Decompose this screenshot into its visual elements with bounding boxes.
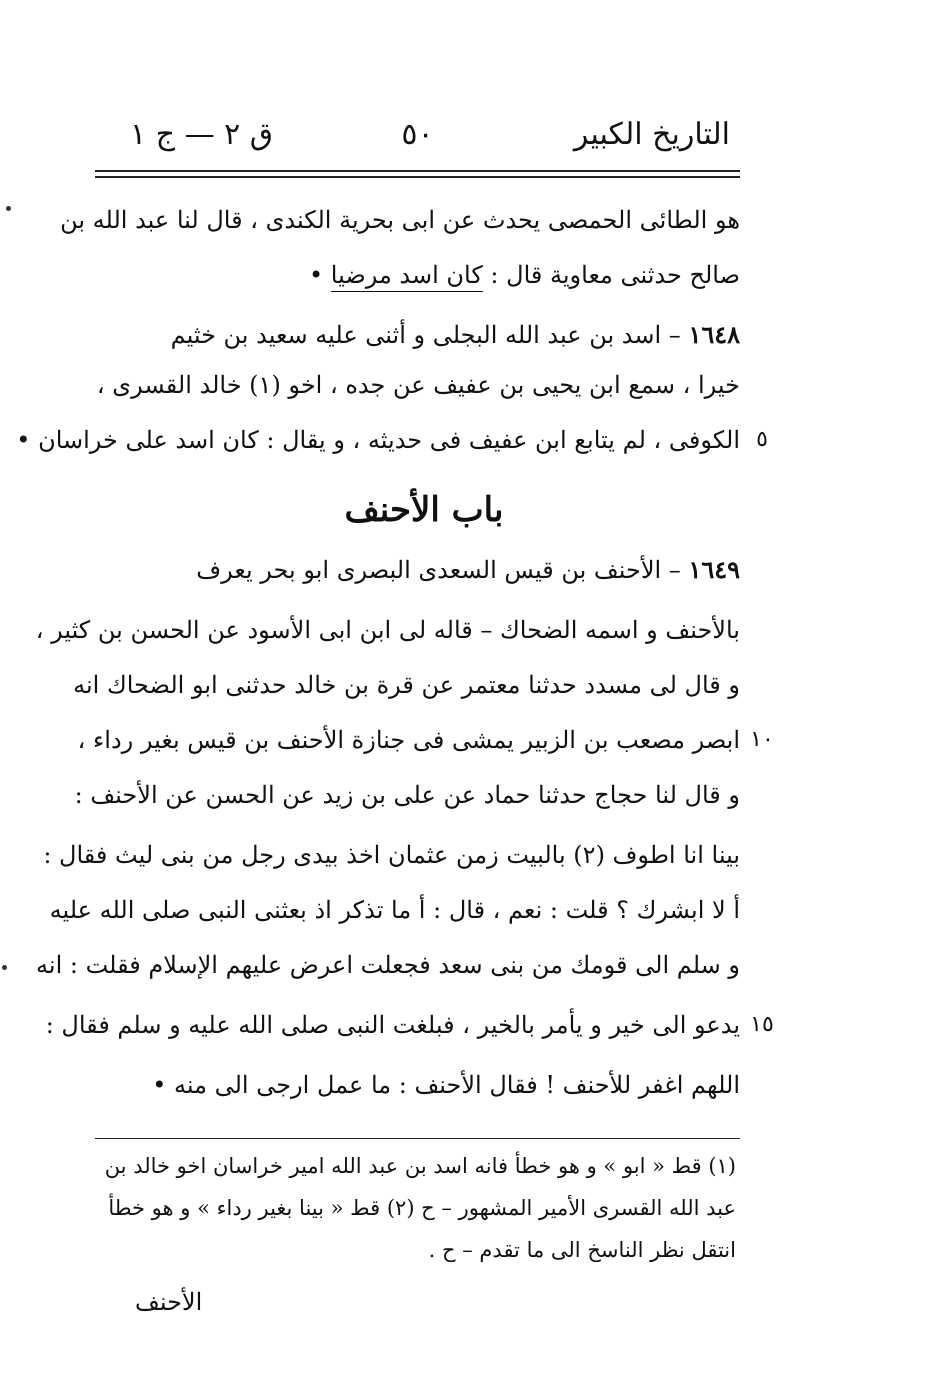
margin-mark (6, 206, 11, 211)
text-segment: • (308, 261, 331, 289)
running-header (95, 110, 740, 160)
text-line (108, 540, 740, 600)
section-heading: باب الأحنف (344, 490, 504, 530)
text-segment: خيرا ، سمع ابن يحيى بن عفيف عن جده ، اخو (١) خالد القسرى ، (96, 371, 740, 399)
entry-number: ١٦٤٨ (688, 320, 740, 349)
text-line (108, 1055, 740, 1115)
header-rule-bottom (95, 176, 740, 178)
text-line (16, 410, 740, 470)
footnote-line: عبد الله القسرى الأمير المشهور – ح (٢) قط « بينا بغير رداء » و هو خطأ (108, 1196, 736, 1220)
text-segment: – اسد بن عبد الله البجلى و أثنى عليه سعيد بن خثيم (170, 321, 689, 349)
line-number: ١٥ (750, 1012, 774, 1037)
header-rule-top (95, 170, 740, 172)
catchword: الأحنف (135, 1288, 203, 1316)
book-title: التاريخ الكبير (573, 117, 730, 152)
footnote-rule (95, 1138, 740, 1139)
text-line (43, 825, 740, 885)
text-segment: و قال لنا حجاج حدثنا حماد عن على بن زيد عن الحسن عن الأحنف : (74, 781, 740, 809)
text-segment: – الأحنف بن قيس السعدى البصرى ابو بحر يعرف (196, 556, 689, 584)
text-segment: الكوفى ، لم يتابع ابن عفيف فى حديثه ، و يقال : كان اسد على خراسان • (16, 426, 740, 454)
text-segment: بالأحنف و اسمه الضحاك – قاله لى ابن ابى الأسود عن الحسن بن كثير ، (35, 616, 740, 644)
text-line (49, 880, 740, 940)
text-segment: يدعو الى خير و يأمر بالخير ، فبلغت النبى صلى الله عليه و سلم فقال : (45, 1011, 740, 1039)
underlined-phrase: كان اسد مرضيا (331, 261, 483, 292)
volume-indicator: ق ٢ — ج ١ (130, 117, 274, 152)
line-number: ١٠ (750, 727, 774, 752)
footnote-line: انتقل نظر الناسخ الى ما تقدم – ح . (428, 1238, 736, 1262)
text-segment: هو الطائى الحمصى يحدث عن ابى بحرية الكندى ، قال لنا عبد الله بن (60, 206, 740, 234)
text-line (36, 935, 740, 995)
text-line (108, 245, 740, 305)
text-segment: ابصر مصعب بن الزبير يمشى فى جنازة الأحنف بن قيس بغير رداء ، (77, 726, 740, 754)
text-line (77, 710, 740, 770)
page-number: ٥٠ (401, 117, 434, 152)
footnote-line: (١) قط « ابو » و هو خطأ فانه اسد بن عبد الله امير خراسان اخو خالد بن (104, 1154, 736, 1178)
text-segment: و سلم الى قومك من بنى سعد فجعلت اعرض عليهم الإسلام فقلت : انه (36, 951, 740, 979)
line-number: ٥ (756, 427, 768, 452)
text-segment: صالح حدثنى معاوية قال : (482, 261, 740, 289)
margin-mark (2, 965, 7, 970)
text-line (74, 765, 740, 825)
text-segment: أ لا ابشرك ؟ قلت : نعم ، قال : أ ما تذكر اذ بعثنى النبى صلى الله عليه (49, 896, 740, 924)
text-segment: و قال لى مسدد حدثنا معتمر عن قرة بن خالد حدثنى ابو الضحاك انه (73, 671, 740, 699)
text-line (73, 655, 740, 715)
text-line (60, 190, 740, 250)
entry-number: ١٦٤٩ (688, 555, 740, 584)
text-line (45, 995, 740, 1055)
text-segment: اللهم اغفر للأحنف ! فقال الأحنف : ما عمل ارجى الى منه • (152, 1071, 740, 1099)
text-line (35, 600, 740, 660)
text-line (96, 355, 740, 415)
text-segment: بينا انا اطوف (٢) بالبيت زمن عثمان اخذ بيدى رجل من بنى ليث فقال : (43, 841, 740, 869)
